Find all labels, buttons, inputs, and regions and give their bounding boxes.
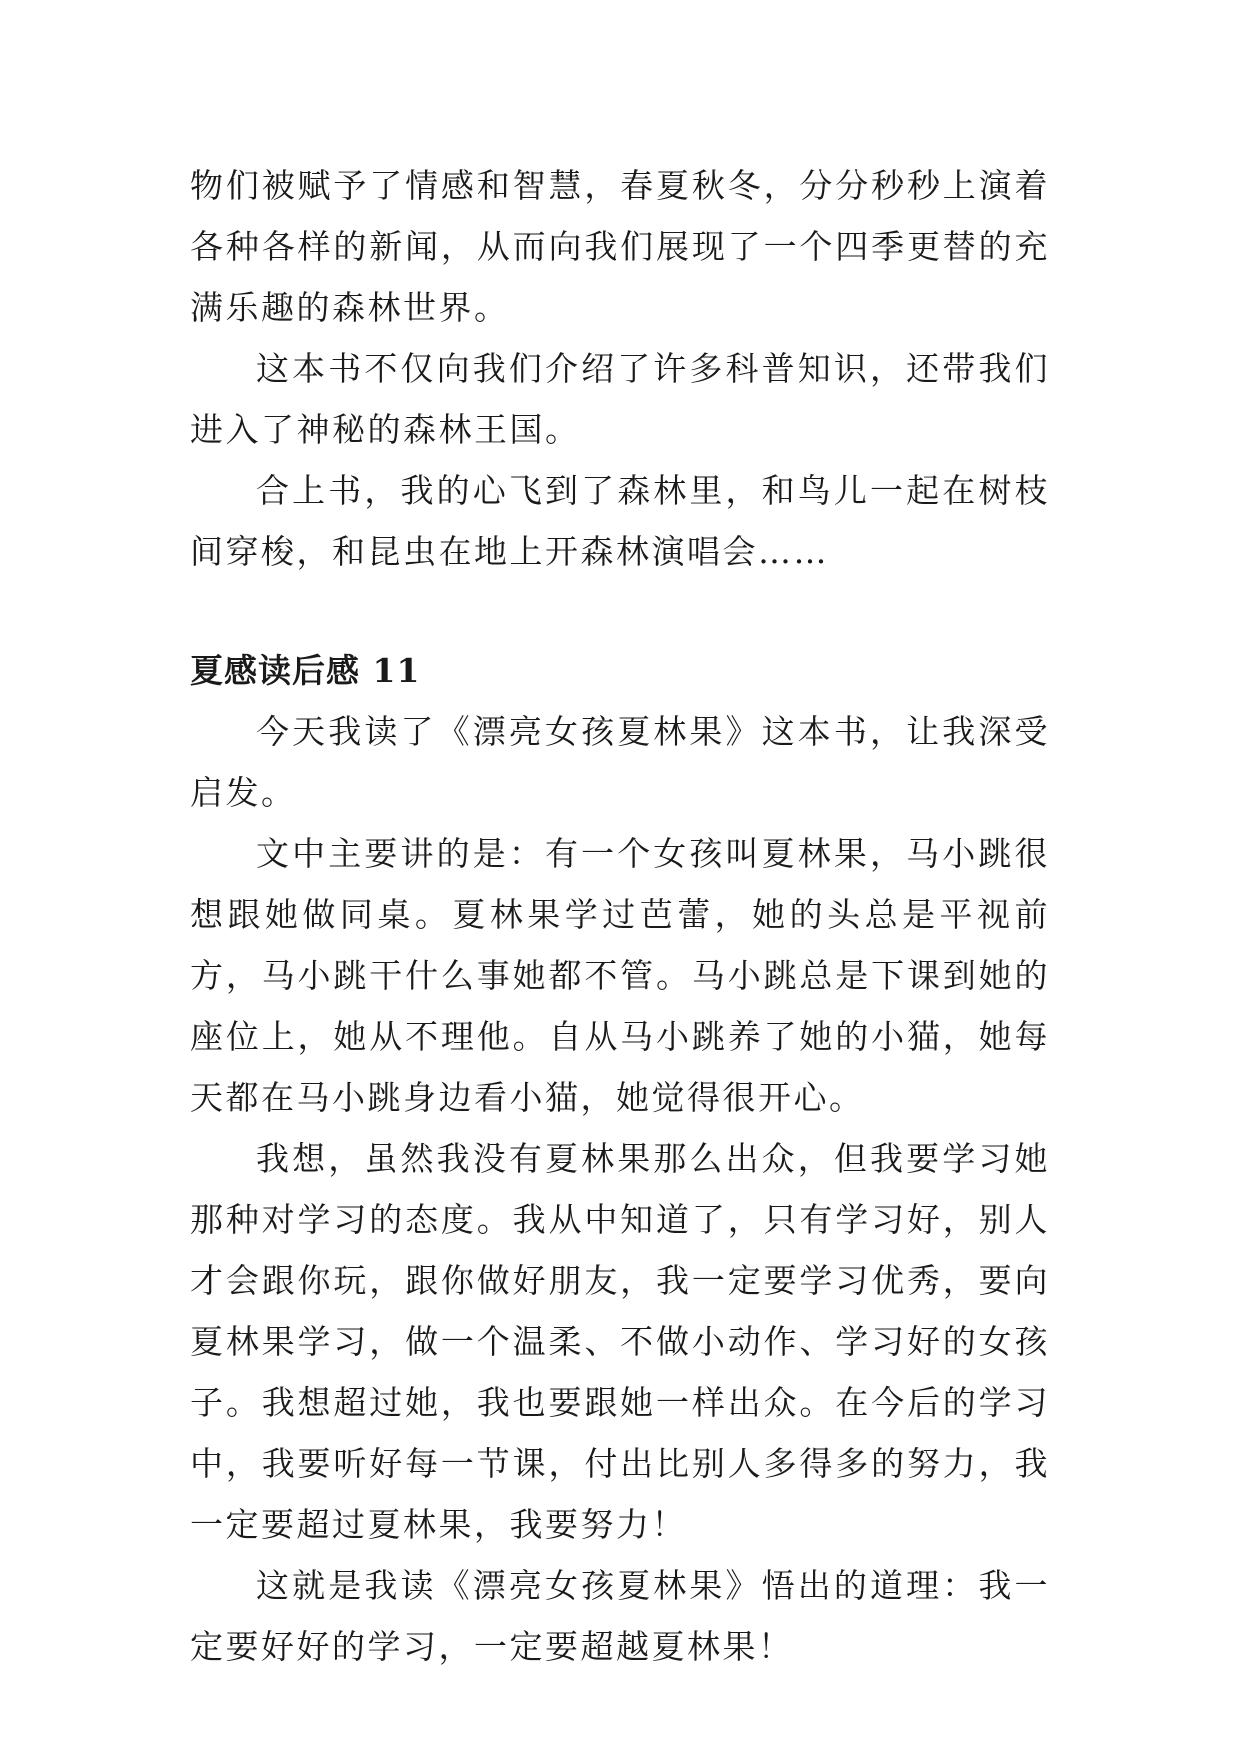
paragraph: 这本书不仅向我们介绍了许多科普知识，还带我们进入了神秘的森林王国。 — [190, 349, 1050, 449]
paragraph: 今天我读了《漂亮女孩夏林果》这本书，让我深受启发。 — [190, 712, 1050, 812]
paragraph-continued: 物们被赋予了情感和智慧，春夏秋冬，分分秒秒上演着各种各样的新闻，从而向我们展现了一个四季更替的充满乐趣的森林世界。 — [190, 166, 1050, 327]
paragraph: 文中主要讲的是：有一个女孩叫夏林果，马小跳很想跟她做同桌。夏林果学过芭蕾，她的头总是平视前方，马小跳干什么事她都不管。马小跳总是下课到她的座位上，她从不理他。自从马小跳养了她的小猫，她每天都在马小跳身边看小猫，她觉得很开心。 — [190, 834, 1050, 1117]
document-body — [190, 155, 1050, 1677]
paragraph: 合上书，我的心飞到了森林里，和鸟儿一起在树枝间穿梭，和昆虫在地上开森林演唱会…… — [190, 471, 1050, 571]
section-title: 夏感读后感 11 — [190, 651, 421, 690]
paragraph: 这就是我读《漂亮女孩夏林果》悟出的道理：我一定要好好的学习，一定要超越夏林果！ — [190, 1566, 1050, 1666]
paragraph: 我想，虽然我没有夏林果那么出众，但我要学习她那种对学习的态度。我从中知道了，只有学习好，别人才会跟你玩，跟你做好朋友，我一定要学习优秀，要向夏林果学习，做一个温柔、不做小动作、学习好的女孩子。我想超过她，我也要跟她一样出众。在今后的学习中，我要听好每一节课，付出比别人多得多的努力，我一定要超过夏林果，我要努力！ — [190, 1139, 1050, 1544]
